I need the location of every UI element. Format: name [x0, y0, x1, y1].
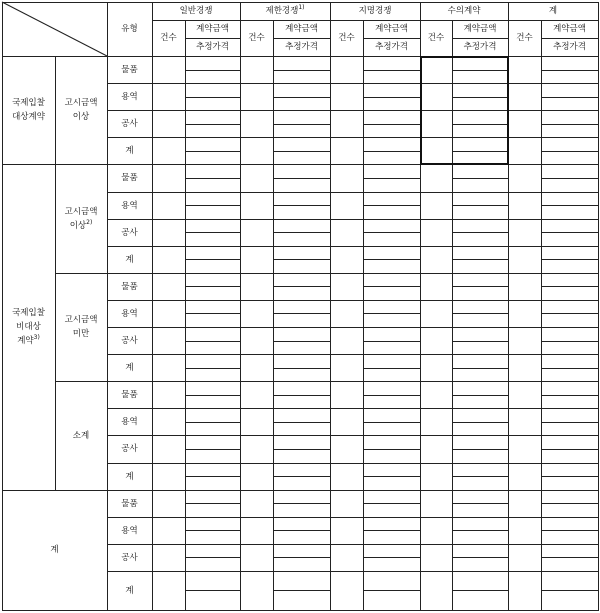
grid-line	[541, 590, 599, 591]
grid-line	[185, 449, 241, 450]
grid-line	[452, 422, 509, 423]
category-9	[107, 300, 152, 327]
grid-line	[273, 503, 331, 504]
grid-line	[541, 232, 599, 233]
category-14	[107, 435, 152, 463]
category-19-text: 계	[125, 585, 134, 596]
grid-line	[452, 530, 509, 531]
grid-line	[273, 124, 331, 125]
group-header-2	[330, 2, 420, 20]
row-intl	[2, 56, 55, 164]
grid-line	[107, 571, 599, 572]
grid-line	[363, 422, 421, 423]
grid-line	[185, 232, 241, 233]
highlight-box	[420, 56, 509, 165]
grid-line	[363, 205, 421, 206]
grid-line	[452, 313, 509, 314]
grid-line	[363, 590, 421, 591]
category-2-text: 공사	[121, 118, 138, 129]
grid-line	[107, 327, 599, 328]
category-16-text: 물품	[121, 498, 138, 509]
grid-line	[452, 449, 509, 450]
grid-line	[273, 232, 331, 233]
group-header-2-text: 지명경쟁	[358, 6, 392, 16]
grid-line	[363, 97, 421, 98]
row-nonintl-below	[55, 273, 107, 381]
grid-line	[541, 449, 599, 450]
grid-line	[107, 463, 599, 464]
grid-line	[541, 38, 599, 39]
grid-line	[185, 124, 241, 125]
estimate-header-3-text: 추정가격	[463, 42, 497, 52]
group-header-0	[152, 2, 240, 20]
count-header-4	[508, 20, 541, 56]
count-header-2	[330, 20, 363, 56]
grid-line	[185, 20, 186, 611]
grid-line	[598, 2, 599, 611]
row-intl-above	[55, 56, 107, 164]
grid-line	[273, 178, 331, 179]
grid-line	[541, 341, 599, 342]
grid-line	[185, 590, 241, 591]
grid-line	[273, 259, 331, 260]
grid-line	[452, 286, 509, 287]
category-16	[107, 490, 152, 517]
grid-line	[185, 503, 241, 504]
grid-line	[185, 422, 241, 423]
grid-line	[273, 286, 331, 287]
category-15	[107, 463, 152, 490]
grid-line	[2, 610, 599, 611]
grid-line	[152, 20, 599, 21]
grid-line	[107, 408, 599, 409]
grid-line	[107, 300, 599, 301]
category-7-text: 계	[125, 254, 134, 265]
grid-line	[363, 151, 421, 152]
category-6-text: 공사	[121, 227, 138, 238]
estimate-header-1-text: 추정가격	[285, 42, 318, 52]
grid-line	[273, 368, 331, 369]
row-nonintl-above-text: 고시금액 이상$^{2)}$	[64, 206, 98, 231]
grid-line	[107, 110, 599, 111]
grid-line	[541, 503, 599, 504]
grid-line	[363, 70, 421, 71]
grid-line	[107, 246, 599, 247]
grid-line	[452, 476, 509, 477]
type-label-text: 유형	[121, 24, 138, 34]
row-nonintl-above	[55, 164, 107, 273]
count-header-2-text: 건수	[338, 33, 355, 43]
category-6	[107, 219, 152, 246]
grid-line	[185, 341, 241, 342]
count-header-4-text: 건수	[516, 33, 533, 43]
category-12	[107, 381, 152, 408]
grid-line	[363, 232, 421, 233]
grid-line	[452, 205, 509, 206]
grid-line	[273, 70, 331, 71]
category-18	[107, 544, 152, 571]
category-9-text: 용역	[121, 308, 138, 319]
amount-header-1	[273, 20, 330, 38]
grid-line	[273, 205, 331, 206]
count-header-3-text: 건수	[427, 33, 445, 43]
grid-line	[107, 517, 599, 518]
grid-line	[452, 557, 509, 558]
amount-header-3-text: 계약금액	[463, 24, 497, 34]
category-7	[107, 246, 152, 273]
grid-line	[363, 503, 421, 504]
group-header-4	[508, 2, 598, 20]
grid-line	[363, 341, 421, 342]
grid-line	[152, 2, 153, 611]
category-5	[107, 192, 152, 219]
grid-line	[273, 395, 331, 396]
category-5-text: 용역	[121, 200, 138, 211]
grid-line	[185, 38, 241, 39]
grid-line	[273, 590, 331, 591]
grid-line	[452, 178, 509, 179]
estimate-header-3	[452, 38, 508, 56]
grid-line	[541, 557, 599, 558]
grid-line	[185, 530, 241, 531]
amount-header-3	[452, 20, 508, 38]
group-header-3	[420, 2, 508, 20]
category-12-text: 물품	[121, 389, 138, 400]
grid-line	[185, 178, 241, 179]
type-label	[107, 2, 152, 56]
row-nonintl	[2, 164, 55, 490]
grid-line	[330, 2, 331, 611]
grid-line	[452, 395, 509, 396]
amount-header-1-text: 계약금액	[285, 24, 318, 34]
row-nonintl-footnote: 3)	[33, 334, 40, 342]
count-header-0-text: 건수	[160, 33, 177, 43]
estimate-header-1	[273, 38, 330, 56]
row-total-text: 계	[50, 545, 59, 555]
category-11-text: 계	[125, 362, 134, 373]
grid-line	[107, 544, 599, 545]
grid-line	[107, 192, 599, 193]
grid-line	[541, 422, 599, 423]
grid-line	[185, 313, 241, 314]
grid-line	[541, 20, 542, 611]
grid-line	[452, 232, 509, 233]
grid-line	[363, 395, 421, 396]
grid-line	[452, 38, 509, 39]
grid-line	[240, 2, 241, 611]
amount-header-2-text: 계약금액	[375, 24, 408, 34]
grid-line	[363, 124, 421, 125]
grid-line	[185, 205, 241, 206]
category-15-text: 계	[125, 471, 134, 482]
grid-line	[452, 259, 509, 260]
amount-header-4	[541, 20, 598, 38]
group-header-1-text: 제한경쟁$^{1)}$	[265, 4, 305, 16]
grid-line	[363, 476, 421, 477]
category-10	[107, 327, 152, 354]
grid-line	[185, 557, 241, 558]
estimate-header-0	[185, 38, 240, 56]
row-intl-text: 국제입찰 대상계약	[12, 98, 45, 122]
grid-line	[363, 178, 421, 179]
category-4-text: 물품	[121, 173, 138, 183]
grid-line	[2, 164, 599, 165]
group-header-4-text: 계	[548, 6, 558, 16]
grid-line	[185, 286, 241, 287]
count-header-1	[240, 20, 273, 56]
grid-line	[363, 259, 421, 260]
grid-line	[107, 137, 599, 138]
grid-line	[363, 38, 421, 39]
group-header-3-text: 수의계약	[447, 6, 481, 16]
category-4	[107, 164, 152, 192]
category-8	[107, 273, 152, 300]
grid-line	[452, 341, 509, 342]
grid-line	[2, 490, 599, 491]
category-13	[107, 408, 152, 435]
grid-line	[363, 313, 421, 314]
category-17	[107, 517, 152, 544]
group-header-1-footnote: 1)	[298, 4, 305, 12]
grid-line	[107, 354, 599, 355]
grid-line	[185, 70, 241, 71]
grid-line	[185, 395, 241, 396]
estimate-header-0-text: 추정가격	[196, 42, 229, 52]
row-total	[2, 490, 107, 610]
grid-line	[541, 313, 599, 314]
category-14-text: 공사	[121, 444, 138, 454]
count-header-1-text: 건수	[248, 33, 265, 43]
estimate-header-4	[541, 38, 598, 56]
amount-header-4-text: 계약금액	[553, 24, 586, 34]
grid-line	[185, 476, 241, 477]
grid-line	[107, 219, 599, 220]
grid-line	[541, 151, 599, 152]
estimate-header-2	[363, 38, 420, 56]
grid-line	[273, 313, 331, 314]
category-17-text: 용역	[121, 525, 138, 536]
row-nonintl-above-footnote: 2)	[86, 218, 93, 226]
grid-line	[273, 557, 331, 558]
grid-line	[273, 151, 331, 152]
grid-line	[185, 368, 241, 369]
grid-line	[273, 422, 331, 423]
category-1-text: 용역	[121, 91, 138, 102]
amount-header-2	[363, 20, 420, 38]
grid-line	[541, 286, 599, 287]
category-19	[107, 571, 152, 610]
category-10-text: 공사	[121, 335, 138, 346]
grid-line	[541, 259, 599, 260]
grid-line	[363, 530, 421, 531]
grid-line	[273, 38, 331, 39]
count-header-0	[152, 20, 185, 56]
group-header-1	[240, 2, 330, 20]
category-3	[107, 137, 152, 164]
row-nonintl-text: 국제입찰 비대상 계약$^{3)}$	[12, 308, 45, 346]
grid-line	[273, 476, 331, 477]
category-8-text: 물품	[121, 281, 138, 292]
grid-line	[541, 205, 599, 206]
row-nonintl-subtotal	[55, 381, 107, 490]
grid-line	[452, 590, 509, 591]
grid-line	[185, 259, 241, 260]
category-2	[107, 110, 152, 137]
category-0	[107, 56, 152, 83]
grid-line	[363, 286, 421, 287]
grid-line	[541, 178, 599, 179]
grid-line	[541, 476, 599, 477]
grid-line	[452, 368, 509, 369]
grid-line	[541, 530, 599, 531]
grid-line	[541, 70, 599, 71]
grid-line	[363, 368, 421, 369]
grid-line	[273, 341, 331, 342]
grid-line	[273, 97, 331, 98]
amount-header-0-text: 계약금액	[196, 24, 229, 34]
category-1	[107, 83, 152, 110]
grid-line	[541, 97, 599, 98]
category-18-text: 공사	[121, 552, 138, 563]
count-header-3	[420, 20, 452, 56]
grid-line	[273, 530, 331, 531]
estimate-header-2-text: 추정가격	[375, 42, 408, 52]
category-11	[107, 354, 152, 381]
estimate-header-4-text: 추정가격	[553, 42, 586, 52]
grid-line	[541, 124, 599, 125]
grid-line	[185, 151, 241, 152]
row-nonintl-subtotal-text: 소계	[72, 430, 90, 441]
grid-line	[452, 503, 509, 504]
grid-line	[363, 449, 421, 450]
grid-line	[541, 395, 599, 396]
grid-line	[185, 97, 241, 98]
row-nonintl-below-text: 고시금액 미만	[64, 315, 98, 339]
group-header-0-text: 일반경쟁	[179, 6, 213, 16]
amount-header-0	[185, 20, 240, 38]
grid-line	[363, 20, 364, 611]
grid-line	[541, 368, 599, 369]
grid-line	[363, 557, 421, 558]
grid-line	[273, 20, 274, 611]
row-intl-above-text: 고시금액 이상	[64, 98, 98, 122]
grid-line	[107, 83, 599, 84]
category-0-text: 물품	[121, 64, 138, 75]
category-13-text: 용역	[121, 416, 138, 427]
grid-line	[273, 449, 331, 450]
category-3-text: 계	[125, 145, 134, 156]
grid-line	[107, 435, 599, 436]
